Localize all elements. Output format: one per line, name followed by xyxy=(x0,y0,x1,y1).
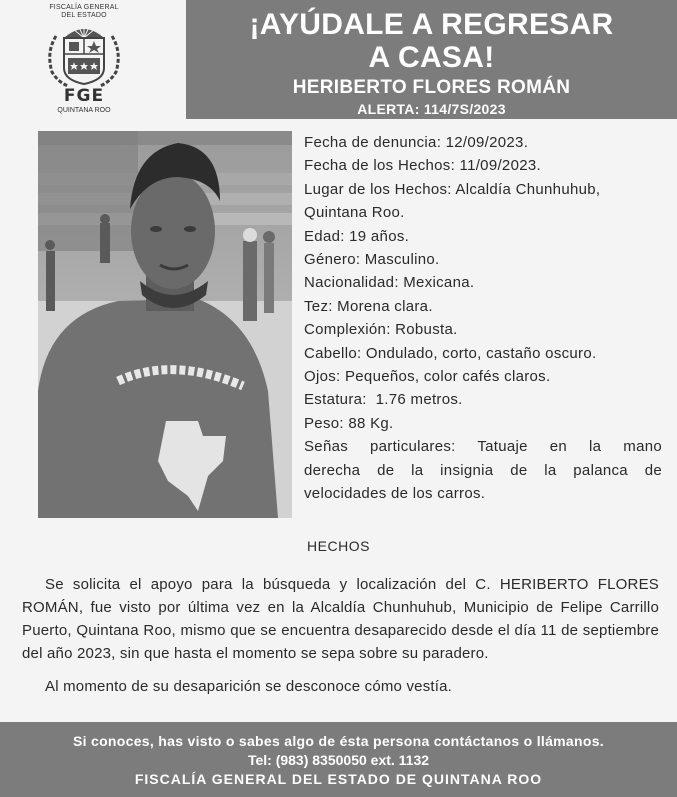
logo-acronym: FGE xyxy=(63,86,105,106)
logo-org-line1: FISCALÍA GENERAL xyxy=(49,4,119,11)
footer-phone: Tel: (983) 8350050 ext. 1132 xyxy=(247,752,430,768)
detail-senas-line2: derecha de la insignia de la palanca de xyxy=(304,461,662,479)
person-details xyxy=(304,131,662,506)
detail-tez: Tez: Morena clara. xyxy=(304,297,433,315)
detail-lugar-line1: Lugar de los Hechos: Alcaldía Chunhuhub, xyxy=(304,180,601,198)
logo-org-line2: DEL ESTADO xyxy=(61,12,107,19)
person-name: HERIBERTO FLORES ROMÁN xyxy=(292,77,571,98)
photo-illustration xyxy=(38,131,292,518)
logo-state: QUINTANA ROO xyxy=(57,107,111,114)
detail-estatura: Estatura: 1.76 metros. xyxy=(304,391,463,409)
detail-senas-line3: velocidades de los carros. xyxy=(304,485,486,503)
detail-fecha-denuncia: Fecha de denuncia: 12/09/2023. xyxy=(304,134,529,151)
detail-edad: Edad: 19 años. xyxy=(304,227,410,245)
footer-appeal: Si conoces, has visto o sabes algo de ésta persona contáctanos o llámanos. xyxy=(72,733,605,749)
detail-genero: Género: Masculino. xyxy=(304,251,440,269)
detail-cabello: Cabello: Ondulado, corto, castaño oscuro. xyxy=(304,344,597,362)
banner-title xyxy=(186,8,677,74)
alert-number: ALERTA: 114/7S/2023 xyxy=(357,101,506,114)
hechos-paragraph-1: Se solicita el apoyo para la búsqueda y localización del C. HERIBERTO FLORES ROMÁN, fue visto por última vez en la Alcaldía Chunhuhub, Municipio de Felipe Carrillo Puerto, Quintana Roo, mismo que se encuentra desaparecido desde el día 11 de septiembre del año 2023, sin que hasta el momento se sepa sobre su paradero. xyxy=(22,576,659,662)
missing-person-photo xyxy=(38,131,292,518)
detail-nacionalidad: Nacionalidad: Mexicana. xyxy=(304,274,475,292)
banner-title-line2: A CASA! xyxy=(368,41,495,74)
state-seal-icon xyxy=(42,22,126,88)
footer-agency: FISCALÍA GENERAL DEL ESTADO DE QUINTANA ROO xyxy=(134,771,543,787)
title-banner xyxy=(186,0,677,119)
banner-title-line1: ¡AYÚDALE A REGRESAR xyxy=(249,8,614,41)
contact-footer xyxy=(0,722,677,797)
fge-logo xyxy=(30,4,138,122)
detail-complexion: Complexión: Robusta. xyxy=(304,321,458,339)
detail-fecha-hechos: Fecha de los Hechos: 11/09/2023. xyxy=(304,157,541,175)
detail-peso: Peso: 88 Kg. xyxy=(304,414,394,432)
hechos-heading: HECHOS xyxy=(307,538,370,554)
hechos-body xyxy=(22,573,659,698)
detail-senas-line1: Señas particulares: Tatuaje en la mano xyxy=(304,438,662,456)
detail-lugar-line2: Quintana Roo. xyxy=(304,204,405,222)
hechos-paragraph-2: Al momento de su desaparición se desconoce cómo vestía. xyxy=(45,678,453,695)
detail-ojos: Ojos: Pequeños, color cafés claros. xyxy=(304,368,551,386)
